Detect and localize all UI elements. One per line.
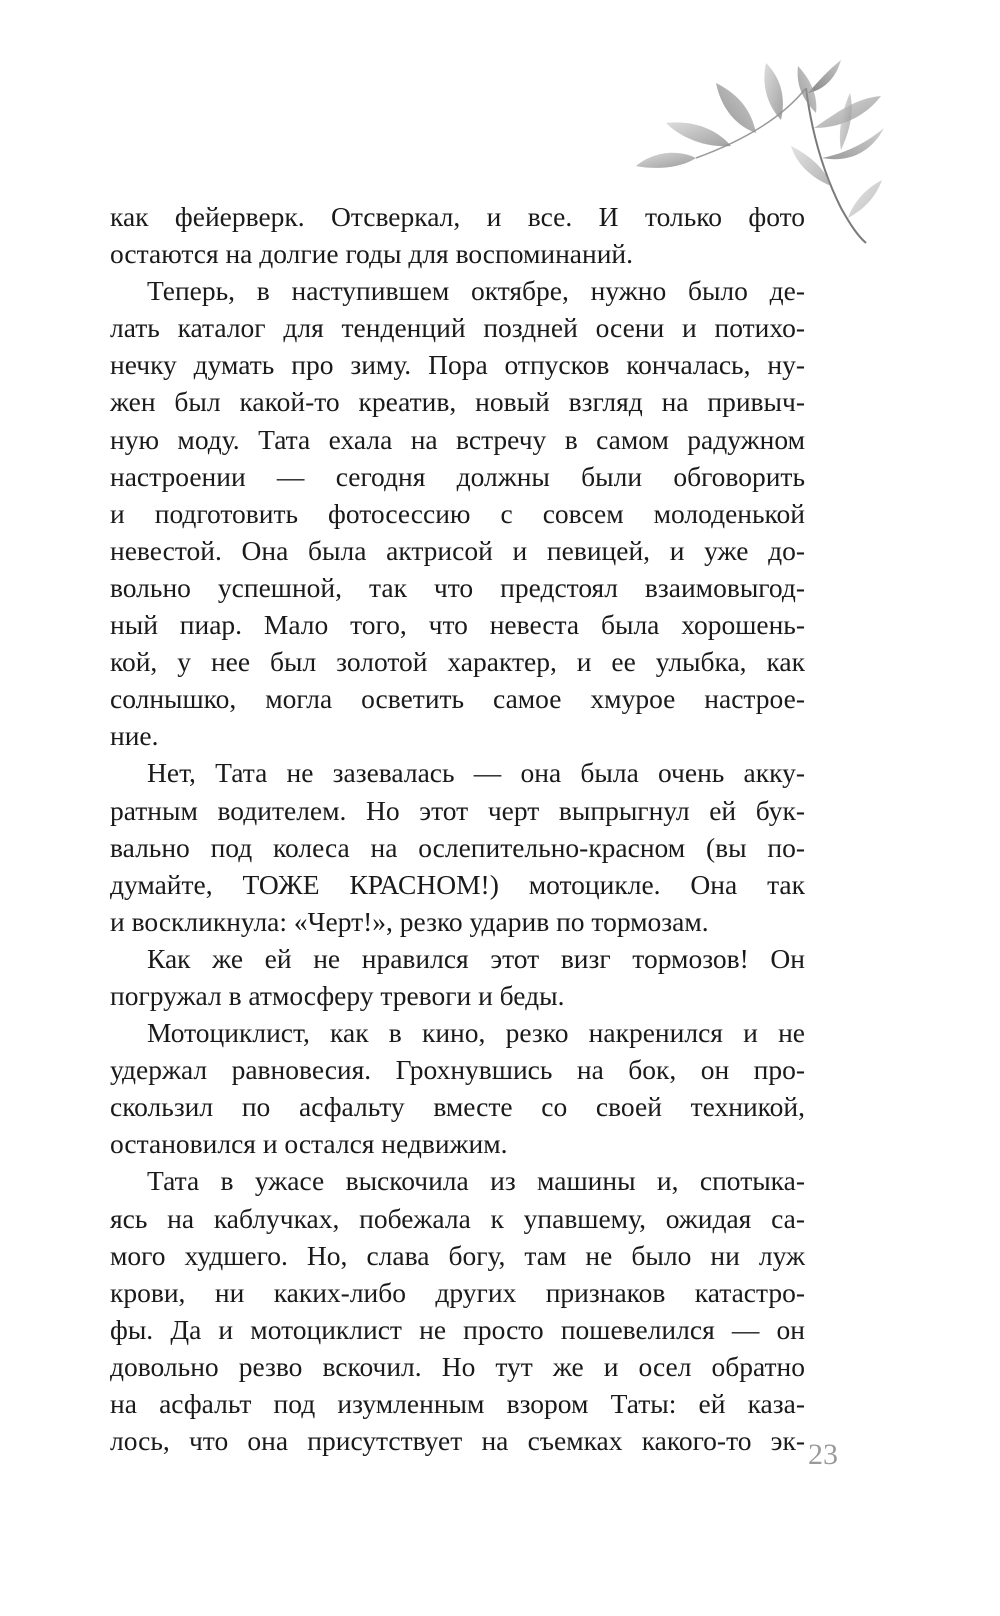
text-line: лать каталог для тенденций поздней осени и потихо- <box>110 312 805 344</box>
text-line: вально под колеса на ослепительно-красном (вы по- <box>110 831 805 863</box>
paragraph-4 <box>110 940 805 1014</box>
text-line: ясь на каблучках, побежала к упавшему, ожидая са- <box>110 1202 805 1234</box>
text-line: ный пиар. Мало того, что невеста была хорошень- <box>110 609 805 641</box>
paragraph-2 <box>110 272 805 754</box>
text-line: на асфальт под изумленным взором Таты: ей каза- <box>110 1388 805 1419</box>
text-line: остановился и остался недвижим. <box>110 1128 508 1160</box>
text-line: вольно успешной, так что предстоял взаимовыгод- <box>110 571 805 603</box>
text-line: скользил по асфальту вместе со своей техникой, <box>110 1091 805 1123</box>
text-line: думайте, ТОЖЕ КРАСНОМ!) мотоцикле. Она так <box>110 868 805 900</box>
text-line: крови, ни каких-либо других признаков катастро- <box>110 1276 805 1308</box>
text-line: ратным водителем. Но этот черт выпрыгнул ей бук- <box>110 794 805 826</box>
text-line: невестой. Она была актрисой и певицей, и уже до- <box>110 534 805 566</box>
text-line: как фейерверк. Отсверкал, и все. И только фото <box>110 201 805 232</box>
text-line: солнышко, могла осветить самое хмурое настрое- <box>110 683 805 715</box>
text-line: погружал в атмосферу тревоги и беды. <box>110 979 565 1011</box>
text-line: Мотоциклист, как в кино, резко накренился и не <box>147 1017 805 1049</box>
text-line: нечку думать про зиму. Пора отпусков кончалась, ну- <box>110 349 805 381</box>
text-line: удержал равновесия. Грохнувшись на бок, он про- <box>110 1054 805 1086</box>
text-line: довольно резво вскочил. Но тут же и осел обратно <box>110 1350 805 1382</box>
text-line: Тата в ужасе выскочила из машины и, спотыка- <box>147 1165 805 1197</box>
text-line: остаются на долгие годы для воспоминаний. <box>110 238 634 270</box>
text-line: жен был какой-то креатив, новый взгляд на привыч- <box>110 386 805 418</box>
page-number: 23 <box>808 1438 838 1471</box>
text-line: Как же ей не нравился этот визг тормозов! Он <box>147 942 805 974</box>
text-line: лось, что она присутствует на съемках какого-то эк- <box>110 1425 805 1457</box>
text-line: ную моду. Тата ехала на встречу в самом радужном <box>110 423 805 455</box>
body-text <box>110 198 805 1459</box>
text-line: и подготовить фотосессию с совсем молоденькой <box>110 497 805 529</box>
paragraph-1 <box>110 198 805 272</box>
text-line: ние. <box>110 720 159 752</box>
text-line: фы. Да и мотоциклист не просто пошевелился — он <box>110 1313 805 1345</box>
paragraph-3 <box>110 754 805 939</box>
text-line: настроении — сегодня должны были обговорить <box>110 460 805 492</box>
text-line: Нет, Тата не зазевалась — она была очень акку- <box>147 757 805 789</box>
paragraph-6 <box>110 1162 805 1459</box>
text-line: кой, у нее был золотой характер, и ее улыбка, как <box>110 646 805 678</box>
paragraph-5 <box>110 1014 805 1162</box>
text-line: и воскликнула: «Черт!», резко ударив по тормозам. <box>110 905 709 937</box>
text-line: Теперь, в наступившем октябре, нужно было де- <box>147 275 805 307</box>
text-line: мого худшего. Но, слава богу, там не было ни луж <box>110 1239 805 1271</box>
